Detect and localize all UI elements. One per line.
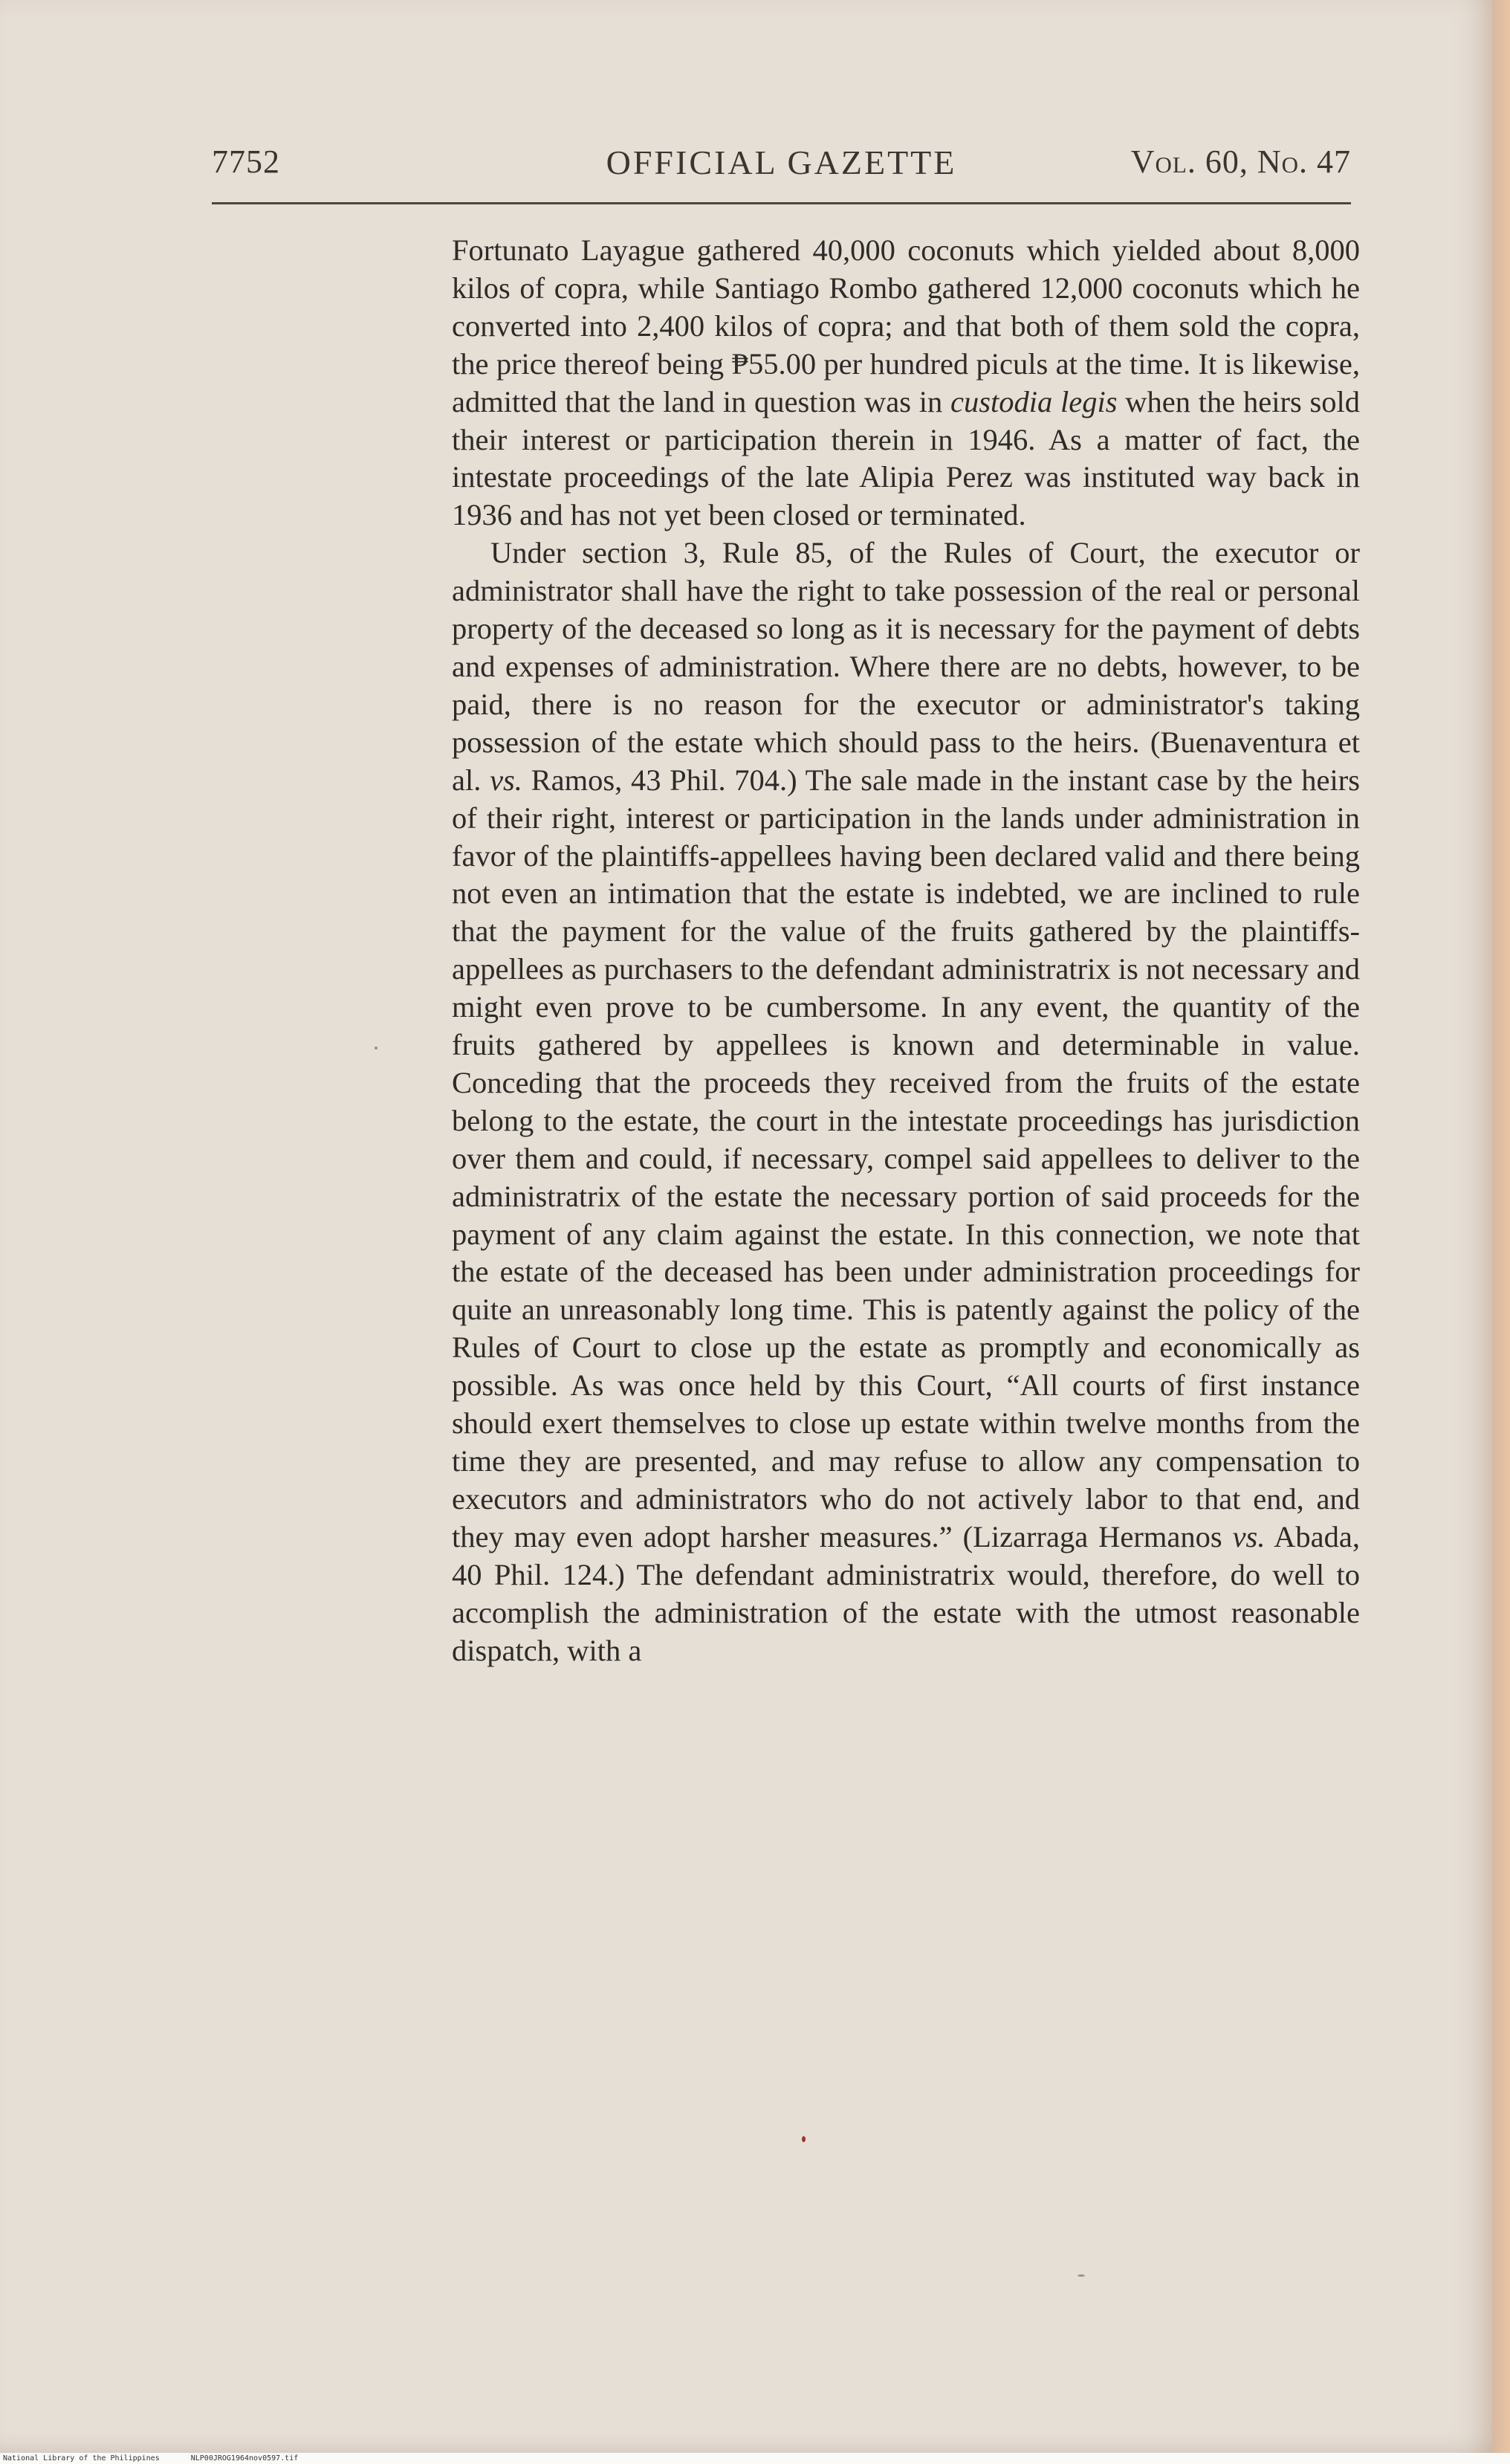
paper-speck [1078,2274,1085,2277]
volume-number: Vol. 60, No. 47 [1130,143,1351,180]
scan-footer [3,2454,325,2463]
paragraph-1-end: when the heirs sold their interest or participation therein in 1946. As a matter of fact, the intestate proceedings of the late Alipia Perez was instituted way back in 1936 and has not yet been closed or terminated. [452,384,1360,532]
versus-abbr: vs. [1232,1519,1266,1553]
paragraph-2-part-b: Ramos, 43 Phil. 704.) The sale made in the instant case by the heirs of their right, interest or participation in the lands under administration in favor of the plaintiffs-appellees having been declared valid and there being not even an intimation that the estate is indebted, we are inclined to rule that the payment for the value of the fruits gathered by the plaintiffs-appellees as purchasers to the defendant administratrix is not necessary and might even prove to be cumbersome. In any event, the quantity of the fruits gathered by appellees is known and determinable in value. Conceding that the proceeds they received from the fruits of the estate belong to the estate, the court in the intestate proceedings has jurisdiction over them and could, if necessary, compel said appellees to deliver to the administratrix of the estate the necessary portion of said proceeds for the payment of any claim against the estate. In this connection, we note that the estate of the deceased has been under administration proceedings for quite an unreasonably long time. This is patently against the policy of the Rules of Court to close up the estate as promptly and economically as possible. As was once held by this Court, “All courts of first instance should exert themselves to close up estate within twelve months from the time they are presented, and may refuse to allow any compensation to executors and administrators who do not actively labor to that end, and they may even adopt harsher measures.” (Lizarraga Hermanos [452,763,1360,1553]
page-edge-shadow [1492,0,1510,2453]
running-header [212,143,1351,195]
header-rule [212,202,1351,204]
body-text [452,232,1360,1669]
paragraph-2-part-c: Abada, 40 Phil. 124.) The defendant administratrix would, therefore, do well to accomplish the administration of the estate with the utmost reasonable dispatch, with a [452,1519,1360,1667]
paragraph-2 [452,534,1360,1669]
paragraph-1 [452,232,1360,534]
paper-speck [375,1047,378,1050]
scan-file-name: NLP00JROG1964nov0597.tif [190,2454,299,2463]
publication-title: OFFICIAL GAZETTE [606,143,957,181]
paragraph-2-part-a: Under section 3, Rule 85, of the Rules of Court, the executor or administrator shall have the right to take possession of the real or personal property of the deceased so long as it is necessary for the payment of debts and expenses of administration. Where there are no debts, however, to be paid, there is no reason for the executor or administrator's taking possession of the estate which should pass to the heirs. (Buenaventura et al. [452,536,1360,797]
paragraph-1-text: Fortunato Layague gathered 40,000 coconuts which yielded about 8,000 kilos of copra, while Santiago Rombo gathered 12,000 coconuts which he converted into 2,400 kilos of copra; and that both of them sold the copra, the price thereof being ₱55.00 per hundred piculs at the time. It is likewise, admitted that the land in question was in [452,233,1360,418]
library-name: National Library of the Philippines [3,2454,160,2463]
paper-speck [802,2136,806,2142]
versus-abbr: vs. [490,763,522,797]
latin-term: custodia legis [950,384,1118,418]
page-number: 7752 [212,143,280,180]
